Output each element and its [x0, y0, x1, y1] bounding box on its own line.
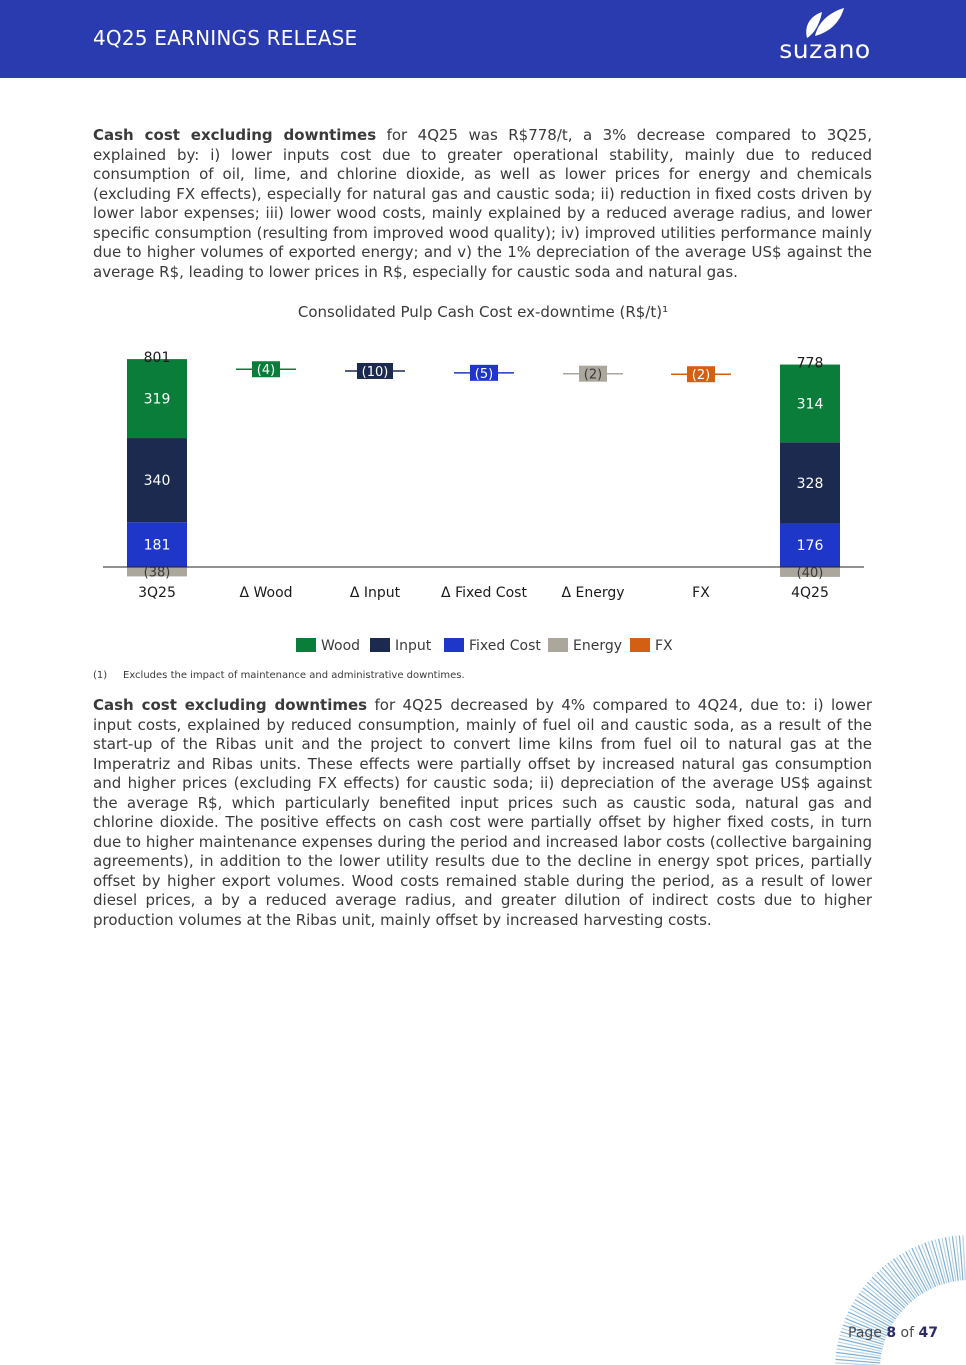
delta-label-fx: (2) [691, 368, 711, 384]
fan-ray [894, 1259, 919, 1296]
document-title: 4Q25 EARNINGS RELEASE [93, 26, 358, 50]
page-current: 8 [886, 1325, 897, 1341]
data-label-wood-3Q25: 319 [143, 391, 171, 408]
legend-label-fixed-cost: Fixed Cost [469, 638, 541, 654]
paragraph-lead: Cash cost excluding downtimes [93, 696, 368, 714]
data-label-fixed-cost-3Q25: 181 [143, 537, 171, 554]
footnote-text: Excludes the impact of maintenance and administrative downtimes. [123, 670, 465, 681]
delta-label-energy: (2) [583, 367, 603, 383]
delta-label-fixed-cost: (5) [474, 366, 494, 382]
page-prefix: Page [848, 1325, 887, 1341]
x-tick-label-4: Δ Energy [561, 585, 625, 601]
data-label-energy-3Q25: (38) [143, 565, 171, 581]
data-label-input-4Q25: 328 [796, 475, 824, 492]
legend-swatch-input [370, 638, 390, 652]
data-label-input-3Q25: 340 [143, 473, 171, 490]
fan-ray [859, 1294, 896, 1319]
legend-swatch-wood [296, 638, 316, 652]
decorative-fan-graphic [760, 1220, 966, 1365]
cash-cost-waterfall-chart [0, 330, 966, 665]
legend-label-energy: Energy [573, 638, 623, 654]
fan-ray [932, 1241, 945, 1284]
delta-label-input: (10) [361, 364, 389, 380]
legend-swatch-fixed-cost [444, 638, 464, 652]
data-label-energy-4Q25: (40) [796, 565, 824, 581]
legend-label-input: Input [395, 638, 432, 654]
x-tick-label-6: 4Q25 [791, 585, 829, 601]
paragraph-body: for 4Q25 was R$778/t, a 3% decrease compared to 3Q25, explained by: i) lower inputs cost due to greater operational stability, mainly due to reduced consumption of oil, lime, and chlorine dioxide, as well as lower prices for energy and chemicals (excluding FX effects), especially for natural gas and caustic soda; ii) reduction in fixed costs driven by lower labor expenses; iii) lower wood costs, mainly explained by a reduced average radius, and lower specific consumption (resulting from improved wood quality); iv) improved utilities performance mainly due to higher volumes of exported energy; and v) the 1% depreciation of the average US$ against the average R$, leading to lower prices in R$, especially for caustic soda and natural gas. [93, 126, 872, 281]
suzano-logo-text: suzano [779, 35, 871, 64]
fan-ray [963, 1235, 965, 1280]
header-bar [0, 0, 966, 78]
page-of: of [896, 1325, 919, 1341]
legend-swatch-fx [630, 638, 650, 652]
data-label-fixed-cost-4Q25: 176 [796, 538, 824, 555]
page-number [848, 1325, 938, 1341]
legend-label-wood: Wood [321, 638, 361, 654]
paragraph-lead: Cash cost excluding downtimes [93, 126, 377, 144]
legend-label-fx: FX [655, 638, 673, 654]
data-label-total-4Q25: 778 [796, 355, 824, 372]
paragraph-body: for 4Q25 decreased by 4% compared to 4Q24, due to: i) lower input costs, explained by reduced consumption, mainly of fuel oil and caustic soda, as a result of the start-up of the Ribas unit and the project to convert lime kilns from fuel oil to natural gas at the Imperatriz and Ribas units. These effects were partially offset by increased natural gas consumption and higher prices (excluding FX effects) for caustic soda; ii) depreciation of the average US$ against the average R$, which particularly benefited input prices such as caustic soda, natural gas and chlorine dioxide. The positive effects on cash cost were partially offset by higher fixed costs, in turn due to higher maintenance expenses during the period and increased labor costs (collective bargaining agreements), in addition to the lower utility results due to the decline in energy spot prices, partially offset by higher export volumes. Wood costs remained stable during the period, as a result of lower diesel prices, a by a reduced average radius, and greater dilution of indirect costs due to higher production volumes at the Ribas unit, mainly offset by increased harvesting costs. [93, 696, 872, 929]
delta-label-wood: (4) [256, 363, 276, 379]
data-label-wood-4Q25: 314 [796, 396, 824, 413]
footnote-number: (1) [93, 670, 108, 681]
x-tick-label-5: FX [692, 585, 710, 601]
x-tick-label-0: 3Q25 [138, 585, 176, 601]
data-label-total-3Q25: 801 [143, 349, 171, 366]
footnote [93, 670, 465, 681]
legend-swatch-energy [548, 638, 568, 652]
chart-title: Consolidated Pulp Cash Cost ex-downtime (R$/t)¹ [297, 303, 669, 321]
x-tick-label-2: Δ Input [349, 585, 401, 601]
page-total: 47 [918, 1325, 938, 1341]
paragraph-cash-cost-vs-3q25 [93, 126, 872, 282]
paragraph-cash-cost-vs-4q24 [93, 696, 872, 930]
x-tick-label-3: Δ Fixed Cost [441, 585, 527, 601]
x-tick-label-1: Δ Wood [239, 585, 293, 601]
